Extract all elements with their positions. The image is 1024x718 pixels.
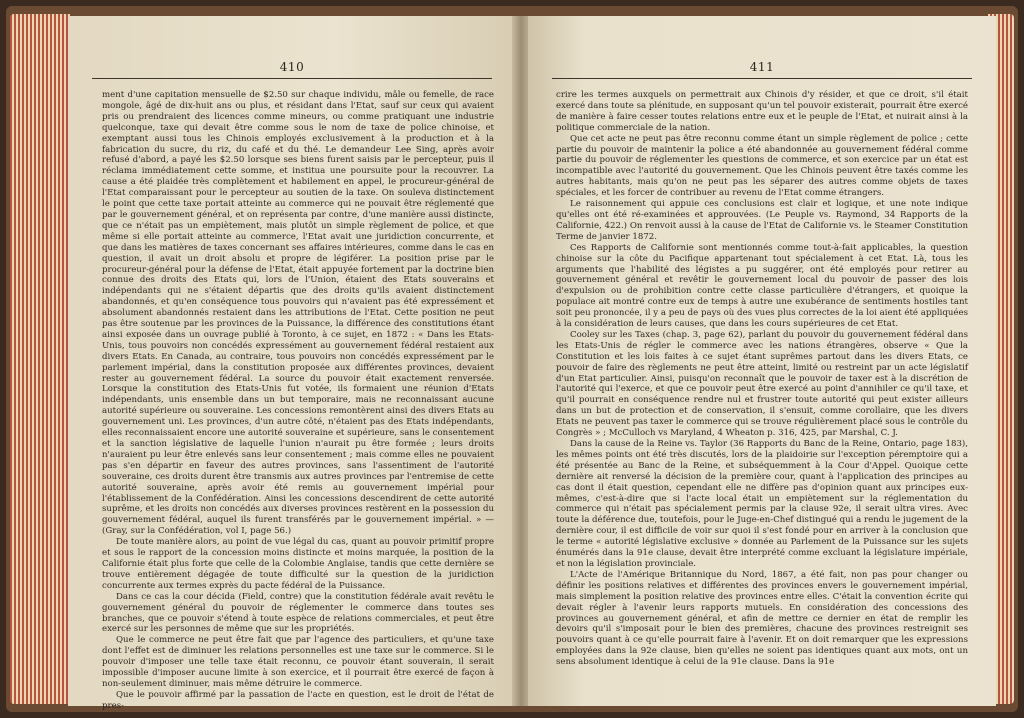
page-body: [556, 90, 968, 688]
header-rule: [552, 78, 972, 79]
paragraph: Le raisonnement qui appuie ces conclusions est clair et logique, et une note indique qu'elles ont été ré-examinées et approuvées. (Le Peuple vs. Raymond, 34 Rapports de la Californie, 422.) On renvoit aussi à la cause de l'Etat de Californie vs. le Steamer Constitution Terme de janvier 1872.: [556, 199, 968, 242]
paragraph: Dans ce cas la cour décida (Field, contre) que la constitution fédérale avait revêtu le gouvernement général du pouvoir de réglementer le commerce dans toutes ses branches, que ce pouvoir s'étend à toute espèce de relations commerciales, et peut être exercé sur les personnes de même que sur les propriétés.: [102, 591, 494, 635]
paragraph: Que le pouvoir affirmé par la passation de l'acte en question, est le droit de l'état de pres-: [102, 689, 494, 711]
paragraph: crire les termes auxquels on permettrait aux Chinois d'y résider, et que ce droit, s'il était exercé dans toute sa plénitude, en supposant qu'un tel pouvoir existerait, pourrait être exercé de manière à faire cesser toutes relations entre eux et le peuple de l'Etat, et nuirait ainsi à la politique commerciale de la nation.: [556, 90, 968, 133]
page-number: 411: [749, 60, 775, 74]
page-number: 410: [279, 60, 305, 74]
paragraph: Que cet acte ne peut pas être reconnu comme étant un simple règlement de police ; cette partie du pouvoir de maintenir la police a été abandonnée au gouvernement fédéral comme partie du pouvoir de réglementer les questions de commerce, et son exercice par un état est incompatible avec l'autorité du gouvernement. Que les Chinois peuvent être taxés comme les autres habitants, mais qu'on ne peut pas les séparer des autres comme objets de taxes spéciales, et les forcer de contribuer au revenu de l'Etat comme étrangers.: [556, 133, 968, 199]
paragraph: De toute manière alors, au point de vue légal du cas, quant au pouvoir primitif propre et sous le rapport de la concession moins distincte et moins marquée, la position de la Californie était plus forte que celle de la Colombie Anglaise, tandis que cette dernière se trouve entièrement dégagée de toute difficulté sur la question de la juridiction concurrente aux termes exprès du pacte fédéral de la Puissance.: [102, 537, 494, 591]
header-rule: [92, 78, 492, 79]
paragraph: Que le commerce ne peut être fait que par l'agence des particuliers, et qu'une taxe dont l'effet est de diminuer les relations personnelles est une taxe sur le commerce. Si le pouvoir d'imposer une telle taxe était reconnu, ce pouvoir étant souverain, il serait impossible d'imposer aucune limite à son exercice, et il pourrait être exercé de façon à non-seulement diminuer, mais même détruire le commerce.: [102, 635, 494, 689]
paragraph: ment d'une capitation mensuelle de $2.50 sur chaque individu, mâle ou femelle, de race mongole, âgé de dix-huit ans ou plus, et résidant dans l'Etat, sauf sur ceux qui avaient pris ou prendraient des licences comme mineurs, ou comme pratiquant une industrie quelconque, taxe qui devait être comme sous le nom de taxe de police chinoise, et exemptant aussi tous les Chinois employés exclusivement à la production et à la fabrication du sucre, du riz, du café et du thé. Le demandeur Lee Sing, après avoir refusé d'abord, a payé les $2.50 lorsque ses biens furent saisis par le percepteur, puis il réclama immédiatement cette somme, et institua une poursuite pour la recouvrer. La cause a été plaidée très complètement et habilement en appel, le procureur-général de l'Etat comparaissant pour le percepteur au soutien de la taxe. On souleva distinctement le point que cette taxe portait atteinte au commerce qui ne pouvait être réglementé que par le gouvernement général, et on représenta par contre, d'une manière aussi distincte, que ce n'était pas un empiètement, mais plutôt un simple règlement de police, et que même si elle portait atteinte au commerce, l'Etat avait une juridiction concurrente, et que dans les matières de taxes concernant ses affaires intérieures, comme dans le cas en question, il avait un droit absolu et propre de légiférer. La position prise par le procureur-général pour la défense de l'Etat, était appuyée fortement par la doctrine bien connue des droits des Etats qui, lors de l'Union, étaient des Etats souverains et indépendants qui ne s'étaient départis que des droits qu'ils avaient distinctement abandonnés, et qu'en conséquence tous pouvoirs qui n'avaient pas été expressément et absolument abandonnés restaient dans les attributions de l'Etat. Cette position ne peut pas être soutenue par les provinces de la Puissance, la différence des constitutions étant ainsi exposée dans un ouvrage publié à Toronto, à ce sujet, en 1872 : « Dans les Etats-Unis, tous pouvoirs non concédés expressément au gouvernement fédéral restaient aux divers Etats. En Canada, au contraire, tous pouvoirs non concédés expressément par le parlement impérial, dans la constitution proposée aux différentes provinces, devaient rester au gouvernement fédéral. La source du pouvoir était exactement renversée. Lorsque la constitution des Etats-Unis fut votée, ils formaient une réunion d'Etats indépendants, unis ensemble dans un but temporaire, mais ne reconnaissant aucune autorité supérieure ou souveraine. Les concessions remontèrent ainsi des divers Etats au gouvernement uni. Les provinces, d'un autre côté, n'étaient pas des Etats indépendants, elles reconnaissaient encore une autorité souveraine et supérieure, sans le consentement et la sanction législative de laquelle l'union n'aurait pu être formée ; leurs droits n'auraient pu leur être enlevés sans leur consentement ; mais comme elles ne pouvaient pas s'en départir en faveur des autres provinces, sans l'assentiment de l'autorité souveraine, ces droits durent être transmis aux autres provinces par l'entremise de cette autorité souveraine, après avoir été remis au gouvernement impérial pour l'établissement de la Confédération. Ainsi les concessions descendirent de cette autorité suprême, et les droits non concédés aux diverses provinces restèrent en la possession du gouvernement fédéral, auquel ils furent transférés par le gouvernement impérial. » —(Gray, sur la Confédération, vol I, page 56.): [102, 90, 494, 537]
right-page: [528, 16, 996, 706]
left-page: [68, 16, 516, 711]
paragraph: Dans la cause de la Reine vs. Taylor (36 Rapports du Banc de la Reine, Ontario, page 183), les mêmes points ont été très discutés, lors de la plaidoirie sur l'exception péremptoire qui a été présentée au Banc de la Reine, et subséquemment à la Cour d'Appel. Quoique cette dernière ait renversé la décision de la première cour, quant à l'application des principes au cas dont il était question, cependant elle ne diffère pas d'opinion quant aux principes eux-mêmes, c'est-à-dire que si l'acte local était un empiètement sur la réglementation du commerce qui n'était pas spécialement permis par la clause 92e, il serait ultra vires. Avec toute la déférence due, toutefois, pour le Juge-en-Chef distingué qui a rendu le jugement de la dernière cour, il est difficile de voir sur quoi il s'est fondé pour en arriver à la conclusion que le terme « autorité législative exclusive » donnée au Parlement de la Puissance sur les sujets énumérés dans la 91e clause, devait être interprété comme excluant la législature impériale, et non la législation provinciale.: [556, 439, 968, 569]
paragraph: Ces Rapports de Californie sont mentionnés comme tout-à-fait applicables, la question chinoise sur la côte du Pacifique appartenant tout spécialement à cet Etat. Là, tous les arguments que l'habilité des légistes a pu suggérer, ont été employés pour retirer au gouvernement général et revêtir le gouvernement local du pouvoir de passer des lois d'expulsion ou de prohibition contre cette classe particulière d'étrangers, et quoique la populace ait montré contre eux de temps à autre une exubérance de sentiments hostiles tant soit peu prononcée, il y a peu de pays où des vues plus correctes de la loi aient été appliquées à la considération de leurs causes, que dans les cours supérieures de cet Etat.: [556, 242, 968, 330]
paragraph: Cooley sur les Taxes (chap. 3, page 62), parlant du pouvoir du gouvernement fédéral dans les Etats-Unis de régler le commerce avec les nations étrangères, observe « Que la Constitution et les lois faites à ce sujet étant suprêmes partout dans les divers Etats, ce pouvoir de faire des règlements ne peut être atteint, limité ou restreint par un acte législatif d'un Etat particulier. Ainsi, puisqu'on reconnaît que le pouvoir de taxer est à la discrétion de l'autorité qui l'exerce, et que ce pouvoir peut être exercé au point d'annihiler ce qu'il taxe, et qu'il pourrait en conséquence rendre nul et frustrer toute autorité qui peut exister ailleurs dans un but de protection et de conservation, il s'ensuit, comme corollaire, que les divers Etats ne peuvent pas taxer le commerce qui se trouve régulièrement placé sous le contrôle du Congrès » ; McCulloch vs Maryland, 4 Wheaton p. 316, 425, par Marshal, C. J.: [556, 329, 968, 439]
paragraph: L'Acte de l'Amérique Britannique du Nord, 1867, a été fait, non pas pour changer ou définir les positions relatives et différentes des provinces envers le gouvernement impérial, mais simplement la position relative des provinces entre elles. C'était la convention écrite qui devait régler à l'avenir leurs rapports mutuels. En considération des concessions des provinces au gouvernement général, et afin de mettre ce dernier en état de remplir les devoirs qu'il s'imposait pour le bien des premières, chacune des provinces restreignit ses pouvoirs quant à ce qu'elle pourrait faire à l'avenir. Et on doit remarquer que les expressions employées dans la 92e clause, bien qu'elles ne soient pas identiques quant aux mots, ont un sens absolument identique à celui de la 91e clause. Dans la 91e: [556, 569, 968, 668]
page-body: [102, 90, 494, 711]
page-edges-left: [10, 14, 70, 704]
